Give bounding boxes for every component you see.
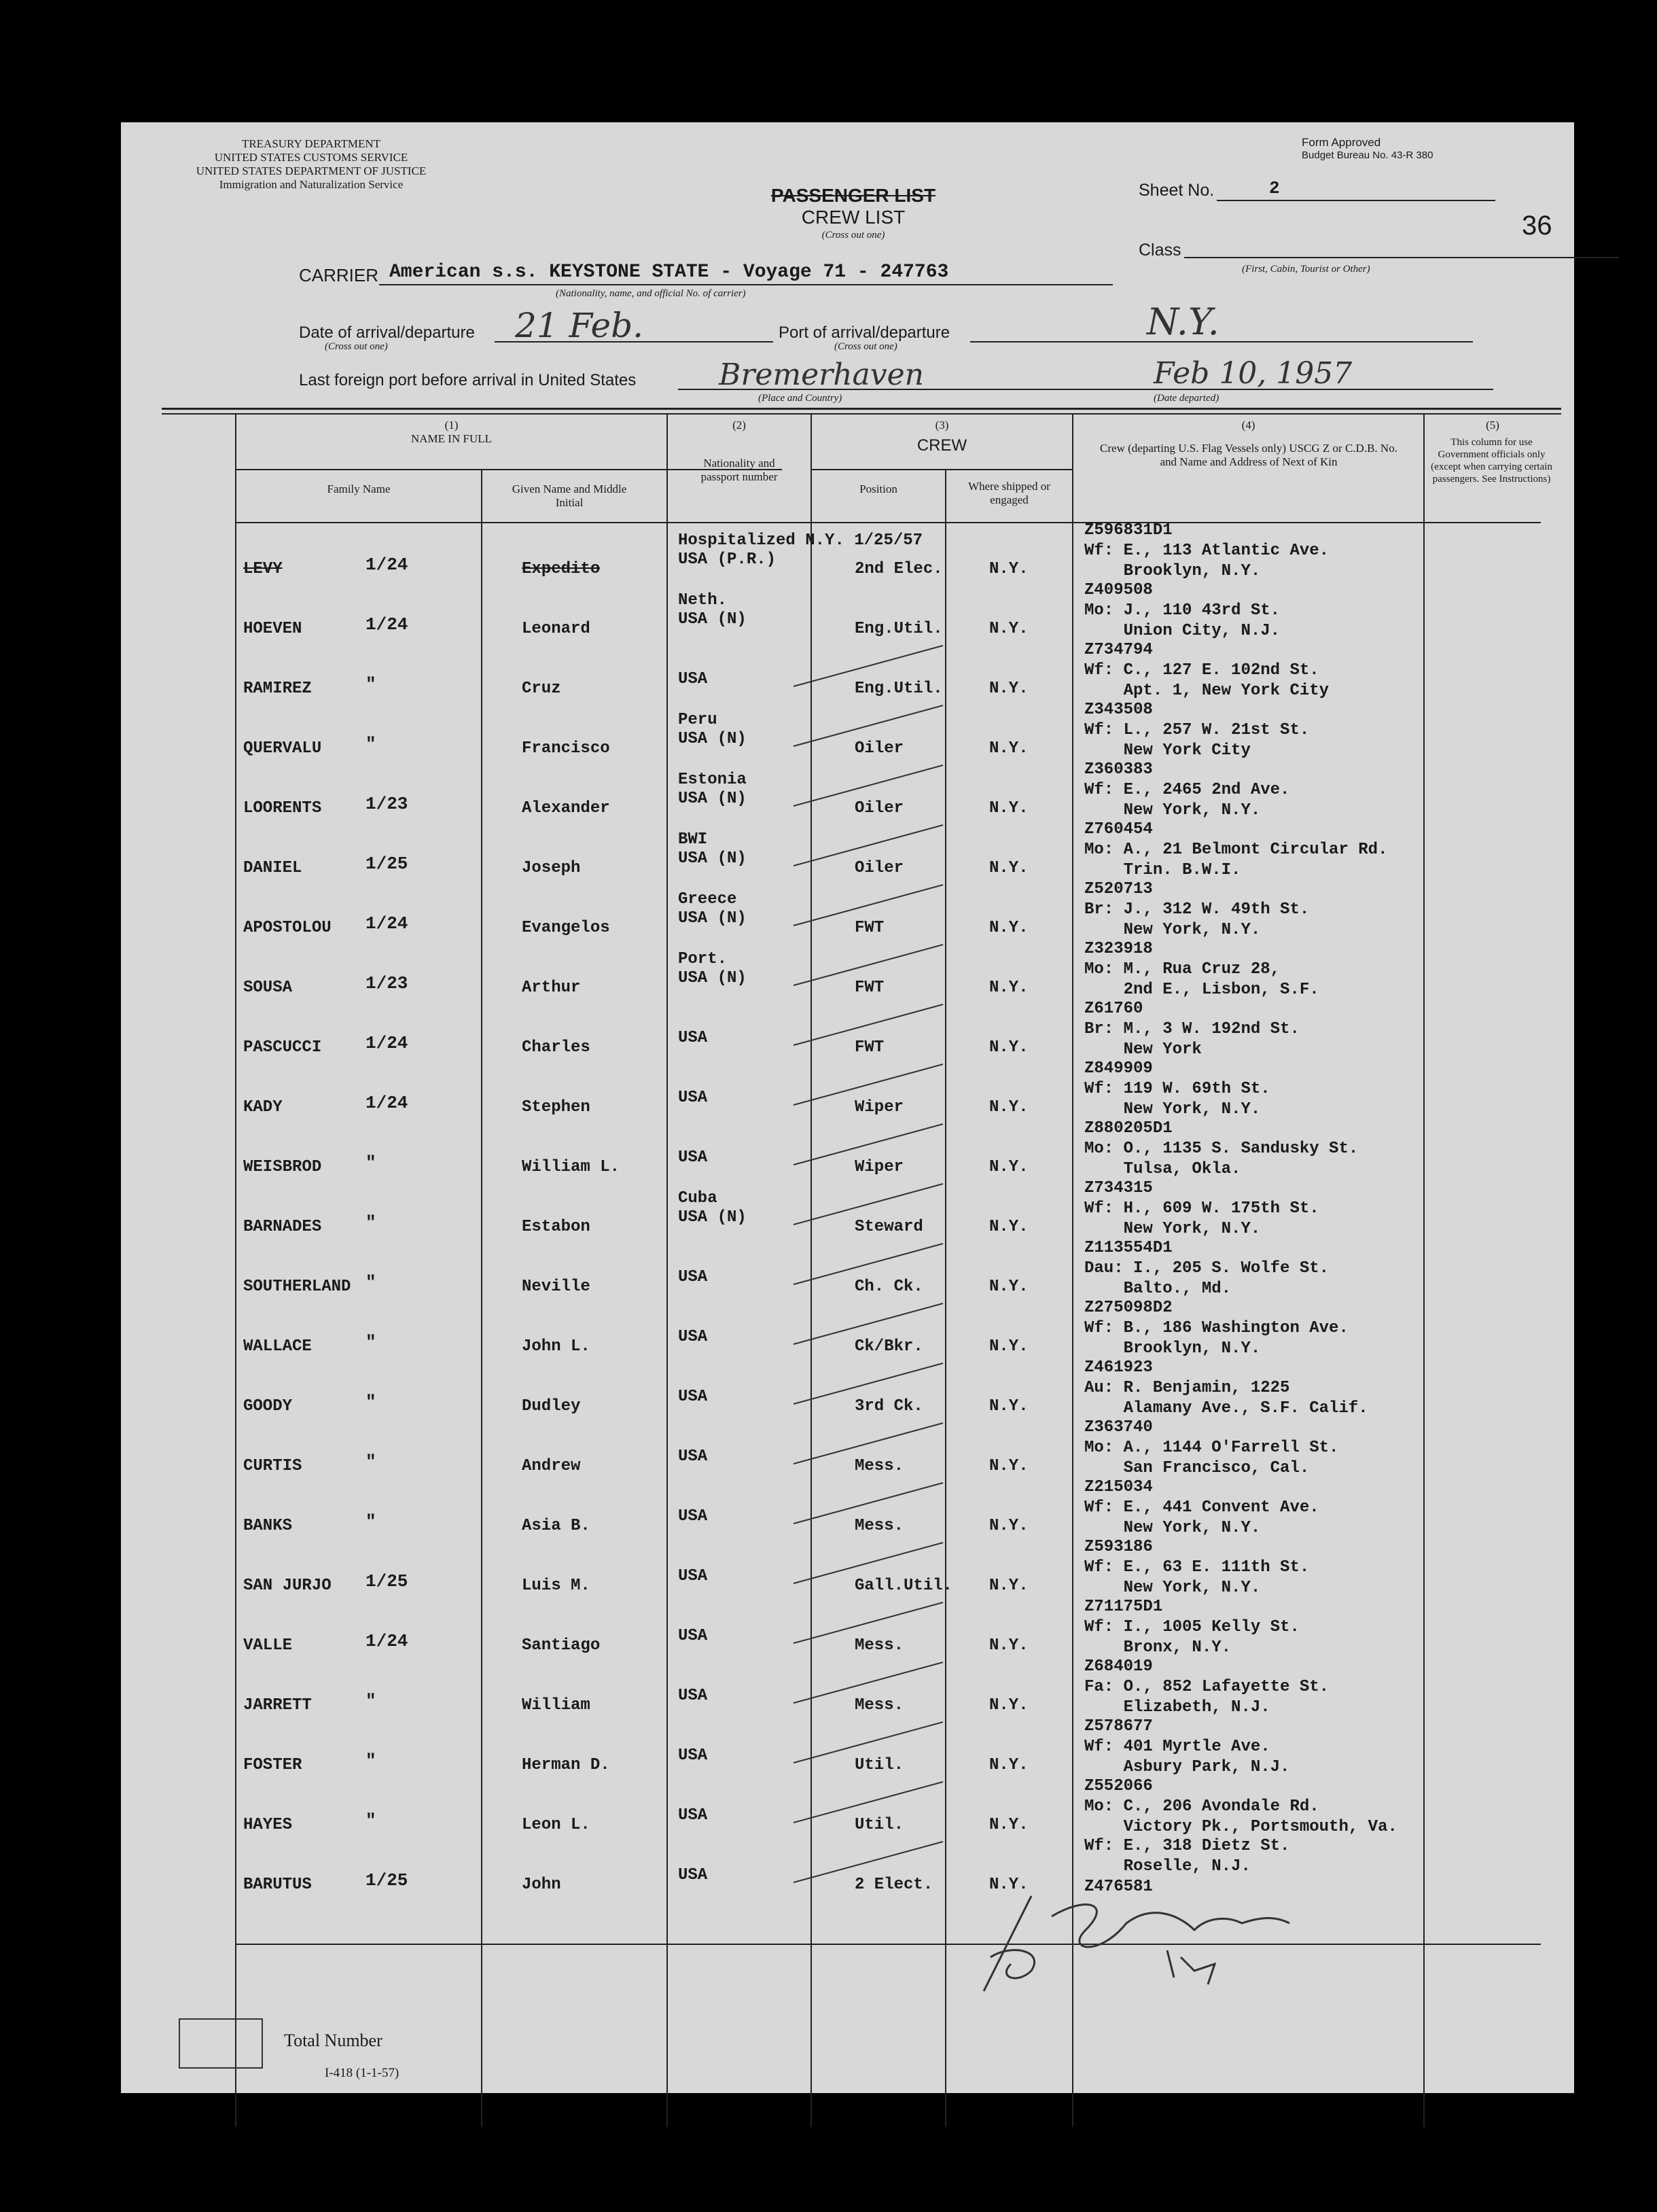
position: Mess. xyxy=(855,1696,904,1715)
sheet-label: Sheet No. xyxy=(1139,181,1215,200)
next-of-kin: Z593186 Wf: E., 63 E. 111th St. New York, N.Y. xyxy=(1084,1538,1310,1597)
given-name: Cruz xyxy=(522,680,561,698)
next-of-kin: Z360383 Wf: E., 2465 2nd Ave. New York, N.Y. xyxy=(1084,760,1290,820)
next-of-kin: Z71175D1 Wf: I., 1005 Kelly St. Bronx, N.Y. xyxy=(1084,1598,1300,1657)
where-shipped: N.Y. xyxy=(989,979,1029,997)
given-name: John L. xyxy=(522,1337,590,1356)
place-note: (Place and Country) xyxy=(758,393,842,404)
nationality: USA xyxy=(678,670,708,688)
port-label: Port of arrival/departure xyxy=(779,323,950,342)
date-departed-value: Feb 10, 1957 xyxy=(1154,356,1353,391)
carrier-value: American s.s. KEYSTONE STATE - Voyage 71 - 247763 xyxy=(389,262,949,283)
position: Mess. xyxy=(855,1457,904,1475)
col-family-label: Family Name xyxy=(327,482,391,495)
where-shipped: N.Y. xyxy=(989,739,1029,758)
nationality: USA xyxy=(678,1746,708,1765)
agency-line: Immigration and Naturalization Service xyxy=(219,178,404,191)
sign-on-date: 1/24 xyxy=(366,1631,408,1651)
position: FWT xyxy=(855,979,885,997)
position: Ch. Ck. xyxy=(855,1278,923,1296)
family-name: WEISBROD xyxy=(243,1158,322,1176)
next-of-kin: Z409508 Mo: J., 110 43rd St. Union City, N.J. xyxy=(1084,581,1281,640)
where-shipped: N.Y. xyxy=(989,1816,1029,1834)
col2-label: Nationality and passport number xyxy=(700,457,778,483)
nationality: USA xyxy=(678,1328,708,1346)
family-name: SOUTHERLAND xyxy=(243,1278,351,1296)
col5-number: (5) xyxy=(1486,419,1499,432)
where-shipped: N.Y. xyxy=(989,919,1029,937)
position: Ck/Bkr. xyxy=(855,1337,923,1356)
nationality: USA xyxy=(678,1806,708,1825)
position: Oiler xyxy=(855,859,904,877)
next-of-kin: Z684019 Fa: O., 852 Lafayette St. Elizabeth, N.J. xyxy=(1084,1657,1330,1717)
position: Wiper xyxy=(855,1098,904,1117)
port-cross-note: (Cross out one) xyxy=(834,341,897,352)
next-of-kin: Z275098D2 Wf: B., 186 Washington Ave. Brooklyn, N.Y. xyxy=(1084,1299,1349,1358)
family-name: DANIEL xyxy=(243,859,302,877)
sign-on-date: 1/23 xyxy=(366,973,408,994)
family-name: PASCUCCI xyxy=(243,1038,322,1057)
col1-label: NAME IN FULL xyxy=(411,432,492,445)
given-name: Joseph xyxy=(522,859,581,877)
where-shipped: N.Y. xyxy=(989,560,1029,578)
next-of-kin: Z760454 Mo: A., 21 Belmont Circular Rd. Trin. B.W.I. xyxy=(1084,820,1388,879)
family-name: HAYES xyxy=(243,1816,293,1834)
given-name: Neville xyxy=(522,1278,590,1296)
next-of-kin: Z880205D1 Mo: O., 1135 S. Sandusky St. Tulsa, Okla. xyxy=(1084,1119,1359,1178)
col4-number: (4) xyxy=(1241,419,1255,432)
sign-on-date: " xyxy=(366,1332,376,1352)
last-port-label: Last foreign port before arrival in United States xyxy=(299,371,637,389)
where-shipped: N.Y. xyxy=(989,1218,1029,1236)
carrier-label: CARRIER xyxy=(299,265,379,285)
total-number-label: Total Number xyxy=(284,2031,382,2050)
sign-on-date: " xyxy=(366,1392,376,1412)
sign-on-date: " xyxy=(366,1153,376,1173)
col3-label: CREW xyxy=(916,436,967,455)
crew-list-sheet xyxy=(121,122,1574,2093)
nationality: USA (N) xyxy=(678,909,747,928)
sign-on-date: 1/24 xyxy=(366,1093,408,1113)
family-name: WALLACE xyxy=(243,1337,312,1356)
where-shipped: N.Y. xyxy=(989,1337,1029,1356)
col-given-label: Given Name and Middle Initial xyxy=(512,482,627,509)
sign-on-date: " xyxy=(366,1272,376,1293)
carrier-note: (Nationality, name, and official No. of carrier) xyxy=(556,288,746,299)
next-of-kin: Z61760 Br: M., 3 W. 192nd St. New York xyxy=(1084,1000,1300,1059)
col2-number: (2) xyxy=(732,419,746,432)
nationality-origin: Peru xyxy=(678,711,717,729)
nationality: USA (N) xyxy=(678,1208,747,1227)
next-of-kin: Wf: E., 318 Dietz St. Roselle, N.J. Z476581 xyxy=(1084,1837,1290,1896)
given-name: Francisco xyxy=(522,739,610,758)
next-of-kin: Z596831D1 Wf: E., 113 Atlantic Ave. Brooklyn, N.Y. xyxy=(1084,521,1330,580)
next-of-kin: Z734794 Wf: C., 127 E. 102nd St. Apt. 1, New York City xyxy=(1084,641,1330,700)
class-note: (First, Cabin, Tourist or Other) xyxy=(1242,264,1370,275)
sign-on-date: " xyxy=(366,1751,376,1771)
given-name: Herman D. xyxy=(522,1756,610,1774)
given-name: Santiago xyxy=(522,1636,601,1655)
date-value: 21 Feb. xyxy=(515,306,643,345)
nationality-origin: BWI xyxy=(678,830,708,849)
sign-on-date: 1/25 xyxy=(366,1571,408,1592)
position: Steward xyxy=(855,1218,923,1236)
position: Mess. xyxy=(855,1517,904,1535)
sign-on-date: " xyxy=(366,1810,376,1831)
next-of-kin: Z113554D1 Dau: I., 205 S. Wolfe St. Balto., Md. xyxy=(1084,1239,1330,1298)
family-name: KADY xyxy=(243,1098,283,1117)
page-number: 36 xyxy=(1522,211,1552,241)
passenger-list-title: PASSENGER LIST xyxy=(770,185,936,206)
given-name: Alexander xyxy=(522,799,610,818)
sign-on-date: 1/25 xyxy=(366,854,408,874)
nationality: USA xyxy=(678,1089,708,1107)
sign-on-date: " xyxy=(366,1212,376,1233)
nationality: USA xyxy=(678,1268,708,1286)
col3-number: (3) xyxy=(935,419,949,432)
family-name: SAN JURJO xyxy=(243,1577,332,1595)
where-shipped: N.Y. xyxy=(989,1098,1029,1117)
nationality: USA (N) xyxy=(678,730,747,748)
col5-label: This column for use Government officials only (except when carrying certain passengers. See Instructions) xyxy=(1431,437,1552,485)
family-name: VALLE xyxy=(243,1636,293,1655)
sign-on-date: 1/25 xyxy=(366,1870,408,1891)
sign-on-date: " xyxy=(366,674,376,695)
form-number: I-418 (1-1-57) xyxy=(325,2066,399,2080)
sheet-number: 2 xyxy=(1269,178,1280,198)
sign-on-date: 1/24 xyxy=(366,913,408,934)
date-departed-note: (Date departed) xyxy=(1154,393,1219,404)
nationality-origin: Estonia xyxy=(678,771,747,789)
position: Eng.Util. xyxy=(855,680,943,698)
where-shipped: N.Y. xyxy=(989,859,1029,877)
sign-on-date: 1/24 xyxy=(366,1033,408,1053)
family-name: BARNADES xyxy=(243,1218,322,1236)
nationality: USA xyxy=(678,1388,708,1406)
nationality-origin: Cuba xyxy=(678,1189,717,1208)
where-shipped: N.Y. xyxy=(989,1876,1029,1894)
family-name: JARRETT xyxy=(243,1696,312,1715)
last-port-value: Bremerhaven xyxy=(719,357,925,392)
nationality: USA xyxy=(678,1866,708,1884)
form-approved: Form Approved xyxy=(1302,136,1381,149)
where-shipped: N.Y. xyxy=(989,1517,1029,1535)
nationality: USA (N) xyxy=(678,969,747,987)
where-shipped: N.Y. xyxy=(989,1158,1029,1176)
given-name: Evangelos xyxy=(522,919,610,937)
nationality: USA (N) xyxy=(678,849,747,868)
given-name: Stephen xyxy=(522,1098,590,1117)
family-name: CURTIS xyxy=(243,1457,302,1475)
agency-line: UNITED STATES DEPARTMENT OF JUSTICE xyxy=(196,164,427,177)
where-shipped: N.Y. xyxy=(989,1397,1029,1416)
where-shipped: N.Y. xyxy=(989,1038,1029,1057)
family-name: RAMIREZ xyxy=(243,680,312,698)
where-shipped: N.Y. xyxy=(989,1577,1029,1595)
nationality: USA xyxy=(678,1148,708,1167)
sign-on-date: " xyxy=(366,1452,376,1472)
given-name: John xyxy=(522,1876,561,1894)
date-label: Date of arrival/departure xyxy=(299,323,475,342)
sign-on-date: 1/24 xyxy=(366,555,408,575)
where-shipped: N.Y. xyxy=(989,620,1029,638)
nationality-origin: Port. xyxy=(678,950,728,968)
next-of-kin: Z343508 Wf: L., 257 W. 21st St. New York City xyxy=(1084,701,1310,760)
position: 3rd Ck. xyxy=(855,1397,923,1416)
next-of-kin: Z849909 Wf: 119 W. 69th St. New York, N.Y. xyxy=(1084,1059,1270,1119)
col-shipped-label: Where shipped or engaged xyxy=(968,480,1050,506)
given-name: Asia B. xyxy=(522,1517,590,1535)
given-name: Andrew xyxy=(522,1457,581,1475)
nationality: USA (N) xyxy=(678,790,747,808)
nationality-origin: Greece xyxy=(678,890,737,909)
crew-table xyxy=(121,122,1574,2093)
next-of-kin: Z363740 Mo: A., 1144 O'Farrell St. San Francisco, Cal. xyxy=(1084,1418,1339,1477)
col-position-label: Position xyxy=(859,482,897,495)
nationality: USA xyxy=(678,1029,708,1047)
next-of-kin: Z734315 Wf: H., 609 W. 175th St. New York, N.Y. xyxy=(1084,1179,1319,1238)
sign-on-date: " xyxy=(366,1691,376,1711)
sign-on-date: 1/23 xyxy=(366,794,408,814)
given-name: William xyxy=(522,1696,590,1715)
position: Oiler xyxy=(855,799,904,818)
class-label: Class xyxy=(1139,241,1181,260)
family-name: LOORENTS xyxy=(243,799,322,818)
family-name: FOSTER xyxy=(243,1756,302,1774)
given-name: Leonard xyxy=(522,620,590,638)
where-shipped: N.Y. xyxy=(989,1457,1029,1475)
given-name: Expedito xyxy=(522,560,601,578)
where-shipped: N.Y. xyxy=(989,1696,1029,1715)
check-marks xyxy=(664,598,1086,2093)
sign-on-date: " xyxy=(366,734,376,754)
agency-line: TREASURY DEPARTMENT xyxy=(241,137,381,150)
col4-label: Crew (departing U.S. Flag Vessels only) USCG Z or C.D.B. No. and Name and Address of Next of Kin xyxy=(1100,442,1397,468)
position: Gall.Util. xyxy=(855,1577,953,1595)
position: Util. xyxy=(855,1816,904,1834)
agency-line: UNITED STATES CUSTOMS SERVICE xyxy=(214,151,408,164)
nationality: USA xyxy=(678,1447,708,1466)
signature xyxy=(950,1876,1371,1998)
nationality: USA (N) xyxy=(678,610,747,629)
next-of-kin: Z552066 Mo: C., 206 Avondale Rd. Victory Pk., Portsmouth, Va. xyxy=(1084,1777,1397,1836)
date-cross-note: (Cross out one) xyxy=(325,341,388,352)
position: 2nd Elec. xyxy=(855,560,943,578)
port-value: N.Y. xyxy=(1147,300,1219,343)
next-of-kin: Z520713 Br: J., 312 W. 49th St. New York, N.Y. xyxy=(1084,880,1310,939)
nationality: USA xyxy=(678,1687,708,1705)
where-shipped: N.Y. xyxy=(989,680,1029,698)
sign-on-date: 1/24 xyxy=(366,614,408,635)
nationality: USA xyxy=(678,1507,708,1526)
cross-out-note: (Cross out one) xyxy=(821,230,885,241)
given-name: Leon L. xyxy=(522,1816,590,1834)
family-name: QUERVALU xyxy=(243,739,322,758)
next-of-kin: Z578677 Wf: 401 Myrtle Ave. Asbury Park, N.J. xyxy=(1084,1717,1290,1776)
position: FWT xyxy=(855,919,885,937)
family-name: HOEVEN xyxy=(243,620,302,638)
next-of-kin: Z323918 Mo: M., Rua Cruz 28, 2nd E., Lisbon, S.F. xyxy=(1084,940,1319,999)
family-name: APOSTOLOU xyxy=(243,919,332,937)
nationality: USA (P.R.) xyxy=(678,550,777,569)
position: Oiler xyxy=(855,739,904,758)
position: Eng.Util. xyxy=(855,620,943,638)
where-shipped: N.Y. xyxy=(989,1278,1029,1296)
nationality-origin: Neth. xyxy=(678,591,728,610)
given-name: Arthur xyxy=(522,979,581,997)
where-shipped: N.Y. xyxy=(989,799,1029,818)
total-number-box xyxy=(179,2018,263,2069)
nationality: USA xyxy=(678,1567,708,1585)
family-name: GOODY xyxy=(243,1397,293,1416)
given-name: William L. xyxy=(522,1158,620,1176)
family-name: LEVY xyxy=(243,560,283,578)
sign-on-date: " xyxy=(366,1511,376,1532)
family-name: BANKS xyxy=(243,1517,293,1535)
next-of-kin: Z461923 Au: R. Benjamin, 1225 Alamany Ave., S.F. Calif. xyxy=(1084,1358,1368,1418)
where-shipped: N.Y. xyxy=(989,1756,1029,1774)
given-name: Luis M. xyxy=(522,1577,590,1595)
nationality: USA xyxy=(678,1627,708,1645)
given-name: Dudley xyxy=(522,1397,581,1416)
position: FWT xyxy=(855,1038,885,1057)
where-shipped: N.Y. xyxy=(989,1636,1029,1655)
family-name: SOUSA xyxy=(243,979,293,997)
position: Mess. xyxy=(855,1636,904,1655)
family-name: BARUTUS xyxy=(243,1876,312,1894)
nationality-origin: Hospitalized N.Y. 1/25/57 xyxy=(678,531,923,550)
crew-list-title: CREW LIST xyxy=(801,207,906,228)
next-of-kin: Z215034 Wf: E., 441 Convent Ave. New York, N.Y. xyxy=(1084,1478,1319,1537)
position: 2 Elect. xyxy=(855,1876,933,1894)
col1-number: (1) xyxy=(444,419,459,432)
position: Util. xyxy=(855,1756,904,1774)
position: Wiper xyxy=(855,1158,904,1176)
given-name: Charles xyxy=(522,1038,590,1057)
budget-bureau: Budget Bureau No. 43-R 380 xyxy=(1302,150,1433,161)
given-name: Estabon xyxy=(522,1218,590,1236)
